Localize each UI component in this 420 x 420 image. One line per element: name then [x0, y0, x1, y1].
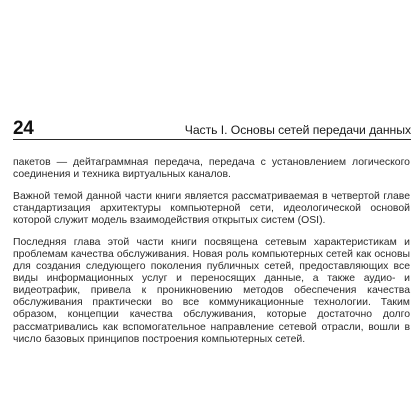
page-number: 24: [13, 118, 34, 139]
chapter-title: Часть I. Основы сетей передачи данных: [184, 123, 411, 137]
paragraph: Последняя глава этой части книги посвящена сетевым характеристикам и проблемам качества обслуживания. Новая роль компьютерных сетей как основы для создания следующего поколения публичных сетей, предоставляющих все виды информационных услуг и переносящих данные, а также аудио- и видеотрафик, привела к проникновению методов обеспечения качества обслуживания практически во все коммуникационные технологии. Таким образом, концепции качества обслуживания, которые достаточно долго рассматривались как вспомогательное направление сетевой отрасли, вошли в число базовых принципов построения компьютерных сетей.: [13, 236, 410, 345]
paragraph: пакетов — дейтаграммная передача, передача с установлением логического соединения и техника виртуальных каналов.: [13, 157, 410, 181]
paragraph: Важной темой данной части книги является рассматриваемая в четвертой главе стандартизация архитектуры компьютерной сети, идеологической основой которой служит модель взаимодействия открытых систем (OSI).: [13, 190, 410, 227]
body-text: [13, 157, 410, 355]
running-header: [0, 119, 420, 141]
header-rule: [13, 139, 411, 140]
